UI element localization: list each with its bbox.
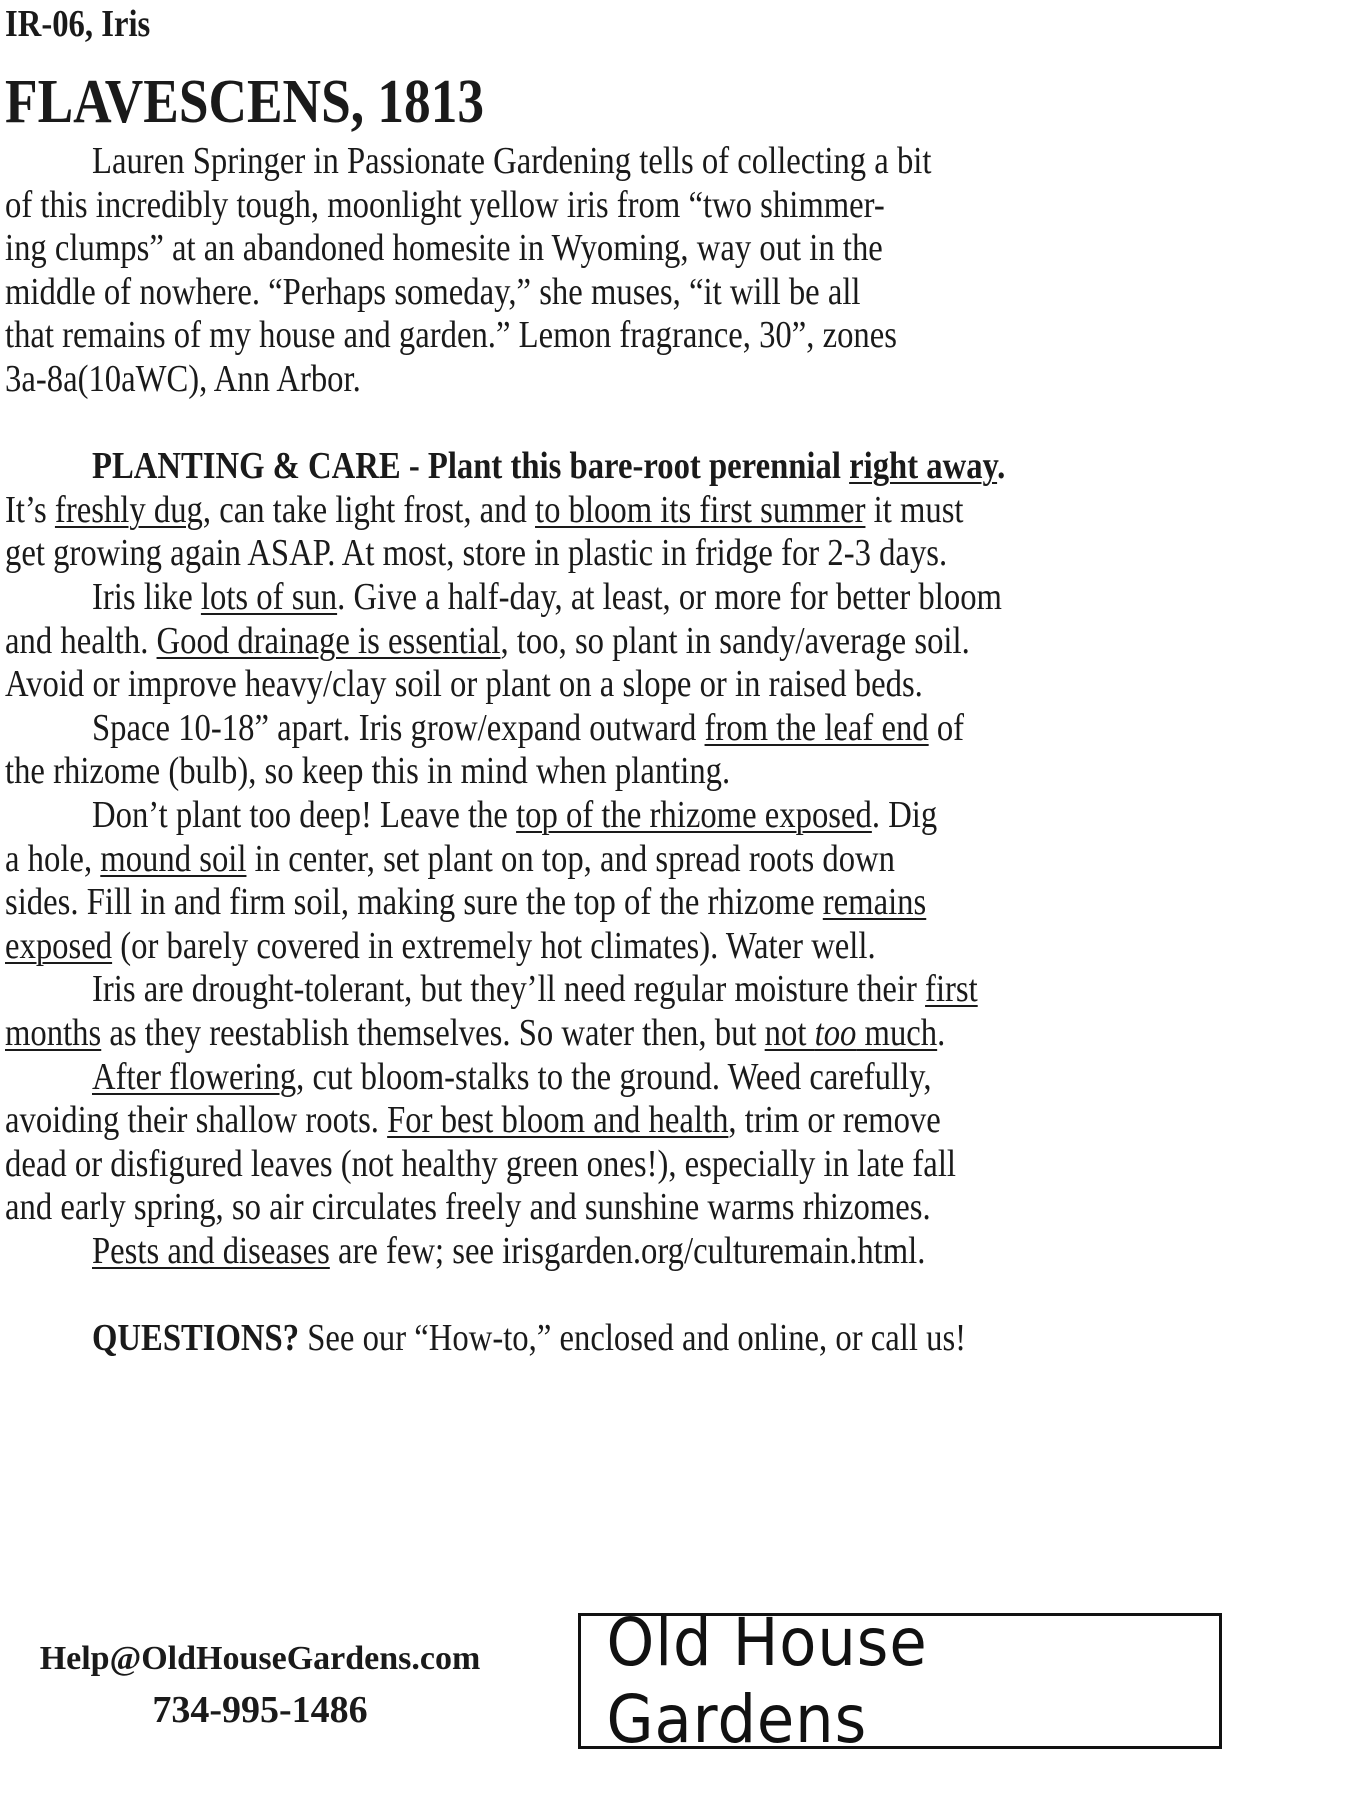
text-segment: dead or disfigured leaves (not healthy green ones!), especially in late fall: [5, 1142, 956, 1185]
text-segment: , trim or remove: [728, 1099, 941, 1142]
underlined-phrase: lots of sun: [200, 576, 338, 618]
text-segment: See our “How-to,” enclosed and online, or call us!: [299, 1317, 967, 1360]
text-line: [5, 310, 897, 360]
text-line: [5, 921, 876, 971]
text-line: [5, 528, 947, 578]
text-line: [5, 659, 923, 709]
text-segment: it must: [865, 488, 964, 531]
text-segment: , can take light frost, and: [202, 488, 536, 531]
text-line: [92, 136, 931, 186]
underlined-phrase: not: [764, 1012, 815, 1054]
underlined-phrase: first: [925, 968, 978, 1011]
text-line: [5, 1095, 941, 1145]
underlined-phrase: After flowering: [92, 1055, 297, 1098]
text-segment: Iris like: [92, 576, 201, 618]
text-line: [5, 354, 361, 404]
text-line: [92, 1313, 966, 1363]
text-segment: It’s: [5, 488, 55, 531]
text-segment: . Give a half-day, at least, or more for better bloom: [337, 576, 1002, 618]
text-line: [92, 790, 937, 840]
text-segment: and health.: [5, 619, 157, 662]
text-line: [5, 834, 895, 884]
text-segment: are few; see irisgarden.org/culturemain.html.: [329, 1230, 926, 1272]
text-line: [5, 1008, 945, 1058]
text-segment: that remains of my house and garden.” Lemon fragrance, 30”, zones: [5, 314, 898, 357]
text-line: [5, 485, 964, 535]
text-segment: in center, set plant on top, and spread roots down: [246, 837, 895, 880]
underlined-phrase: mound soil: [100, 837, 247, 880]
text-segment: as they reestablish themselves. So water then, but: [101, 1012, 765, 1054]
underlined-phrase: months: [5, 1012, 102, 1054]
text-line: [5, 616, 970, 666]
underlined-phrase: from the leaf end: [704, 706, 929, 749]
text-line: [5, 267, 861, 317]
text-segment: Lauren Springer in Passionate Gardening tells of collecting a bit: [92, 140, 932, 182]
text-line: [5, 180, 885, 230]
text-line: [5, 877, 926, 927]
underlined-phrase: exposed: [5, 924, 113, 967]
text-segment: QUESTIONS?: [92, 1317, 300, 1360]
text-segment: Avoid or improve heavy/clay soil or plant on a slope or in raised beds.: [5, 663, 923, 706]
text-segment: Iris are drought-tolerant, but they’ll need regular moisture their: [92, 968, 926, 1011]
text-segment: middle of nowhere. “Perhaps someday,” she muses, “it will be all: [5, 270, 861, 313]
text-line: [92, 1226, 925, 1276]
text-line: [5, 1182, 931, 1232]
text-segment: ing clumps” at an abandoned homesite in Wyoming, way out in the: [5, 227, 883, 270]
text-line: [92, 572, 1002, 622]
underlined-phrase: Pests and diseases: [92, 1230, 330, 1272]
logo-wordmark: Old House Gardens: [606, 1604, 928, 1758]
text-segment: Don’t plant too deep! Leave the: [92, 794, 517, 836]
text-segment: a hole,: [5, 837, 101, 880]
underlined-phrase: top of the rhizome exposed: [516, 794, 872, 836]
text-line: [92, 703, 964, 753]
text-segment: avoiding their shallow roots.: [5, 1099, 388, 1142]
text-segment: , cut bloom-stalks to the ground. Weed carefully,: [296, 1055, 932, 1098]
text-segment: Space 10-18” apart. Iris grow/expand outward: [92, 706, 705, 749]
company-logo: [578, 1604, 1222, 1758]
text-segment: , too, so plant in sandy/average soil.: [500, 619, 970, 662]
item-code: IR-06, Iris: [5, 3, 151, 45]
text-line: [92, 964, 978, 1014]
text-segment: PLANTING & CARE - Plant this bare-root perennial: [92, 445, 850, 488]
text-segment: of this incredibly tough, moonlight yellow iris from “two shimmer-: [5, 183, 885, 226]
text-segment: .: [997, 445, 1006, 488]
text-segment: of: [928, 706, 965, 749]
variety-title: FLAVESCENS, 1813: [5, 68, 485, 136]
text-segment: (or barely covered in extremely hot climates). Water well.: [112, 924, 876, 967]
text-segment: the rhizome (bulb), so keep this in mind when planting.: [5, 750, 731, 793]
text-line: [5, 223, 883, 273]
underlined-phrase: freshly dug: [54, 488, 203, 531]
underlined-phrase: remains: [822, 881, 927, 924]
contact-phone[interactable]: 734-995-1486: [152, 1689, 368, 1731]
text-line: [5, 1139, 956, 1189]
text-line: [92, 1052, 932, 1102]
text-line: [92, 441, 1005, 491]
underlined-phrase: too: [814, 1012, 857, 1054]
underlined-phrase: right away: [849, 445, 998, 488]
text-segment: sides. Fill in and firm soil, making sure the top of the rhizome: [5, 881, 823, 924]
text-segment: . Dig: [871, 794, 938, 836]
text-segment: .: [937, 1012, 946, 1054]
underlined-phrase: to bloom its first summer: [535, 488, 866, 531]
underlined-phrase: For best bloom and health: [387, 1099, 729, 1142]
text-segment: get growing again ASAP. At most, store in plastic in fridge for 2-3 days.: [5, 532, 948, 575]
text-segment: and early spring, so air circulates freely and sunshine warms rhizomes.: [5, 1186, 931, 1229]
text-line: [5, 746, 730, 796]
text-segment: 3a-8a(10aWC), Ann Arbor.: [5, 358, 361, 400]
underlined-phrase: much: [856, 1012, 938, 1054]
contact-email[interactable]: Help@OldHouseGardens.com: [39, 1640, 481, 1677]
underlined-phrase: Good drainage is essential: [156, 619, 501, 662]
